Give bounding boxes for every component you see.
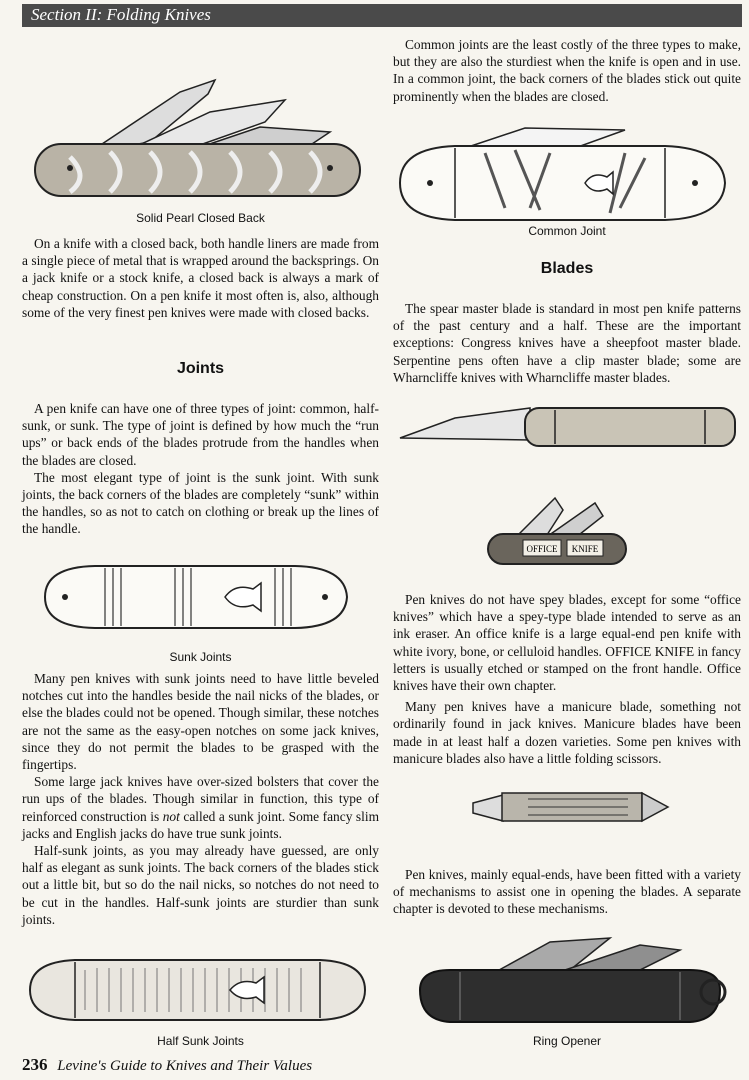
pearl-closed-back-knife-illustration	[30, 72, 365, 202]
wharncliffe-knife-illustration	[395, 400, 740, 455]
paragraph-mechanisms: Pen knives, mainly equal-ends, have been fitted with a variety of mechanisms to assist one in opening the blades. A separate chapter is devoted to these mechanisms.	[393, 867, 741, 917]
heading-joints: Joints	[176, 360, 225, 377]
paragraph-half-sunk: Half-sunk joints, as you may already have guessed, are only half as elegant as sunk joints. The back corners of the blades stick out a little bit, but so do the nail nicks, so notches do not need to be cut in the handles. Half-sunk joints are sturdier than sunk joints.	[22, 843, 379, 927]
page-footer	[22, 1055, 312, 1075]
caption-common-joint: Common Joint	[528, 224, 606, 238]
section-title: Section II: Folding Knives	[31, 5, 211, 24]
caption-sunk-joints: Sunk Joints	[169, 650, 232, 664]
paragraph-blades: The spear master blade is standard in most pen knife patterns of the past century and a half. These are the important exceptions: Congress knives have a sheepfoot master blade. Serpentine pens often have a clip master blade; some are Wharncliffe knives with Wharncliffe master blades.	[393, 301, 741, 385]
office-knife-illustration	[485, 488, 630, 568]
heading-blades: Blades	[540, 260, 594, 277]
section-header-bar	[22, 4, 742, 27]
half-sunk-joint-knife-illustration	[25, 950, 370, 1030]
page-number: 236	[22, 1055, 48, 1074]
caption-half-sunk: Half Sunk Joints	[157, 1034, 244, 1048]
paragraph-manicure: Many pen knives have a manicure blade, something not ordinarily found in jack knives. Manicure blades have been made in at least half a dozen varieties. Some pen knives with manicure blades also have a little folding scissors.	[393, 699, 741, 766]
book-title: Levine's Guide to Knives and Their Values	[57, 1058, 313, 1074]
sunk-joint-knife-illustration	[35, 552, 355, 642]
paragraph-sunk-1: Many pen knives with sunk joints need to have little beveled notches cut into the handles beside the nail nicks of the blades, or else the blades could not be opened. Though similar, these notches are not the same as the easy-open notches on some jack knives, since they do not permit the blades to be grasped with the fingertips.	[22, 671, 379, 773]
manicure-file-illustration	[468, 785, 673, 830]
common-joint-knife-illustration	[395, 118, 735, 228]
paragraph-joints-2: The most elegant type of joint is the sunk joint. With sunk joints, the back corners of the blades are completely “sunk” within the handles, so as not to catch on clothing or break up the lines of the handle.	[22, 469, 379, 537]
office-knife-label-1: OFFICE	[526, 544, 558, 554]
paragraph-common-joints: Common joints are the least costly of the three types to make, but they are also the sturdiest when the knife is open and in use. In a common joint, the back corners of the blades stick out quite prominently when the blades are closed.	[393, 37, 741, 104]
paragraph-office-knives: Pen knives do not have spey blades, except for some “office knives” which have a spey-type blade intended to serve as an ink eraser. An office knife is a large equal-end pen knife with white ivory, bone, or celluloid handles. OFFICE KNIFE in fancy letters is usually etched or stamped on the front handle. Office knives have their own chapter.	[393, 592, 741, 694]
paragraph-sunk-2: Some large jack knives have over-sized bolsters that cover the run ups of the blades. Though similar in function, this type of reinforced construction is not called a sunk joint. Some fancy slim jacks and English jacks do have true sunk joints.	[22, 774, 379, 841]
paragraph-closed-back: On a knife with a closed back, both handle liners are made from a single piece of metal that is wrapped around the backsprings. On a jack knife or a stock knife, a closed back is always a mark of cheap construction. On a pen knife it most often is, also, although some of the very finest pen knives were made with closed backs.	[22, 236, 379, 320]
paragraph-joints-1: A pen knife can have one of three types of joint: common, half-sunk, or sunk. The type of joint is defined by how much the “run ups” or back ends of the blades protrude from the handles when the blades are closed.	[22, 401, 379, 468]
caption-closed-back: Solid Pearl Closed Back	[136, 211, 265, 225]
ring-opener-knife-illustration	[410, 930, 735, 1030]
office-knife-label-2: KNIFE	[571, 544, 599, 554]
caption-ring-opener: Ring Opener	[532, 1034, 602, 1048]
